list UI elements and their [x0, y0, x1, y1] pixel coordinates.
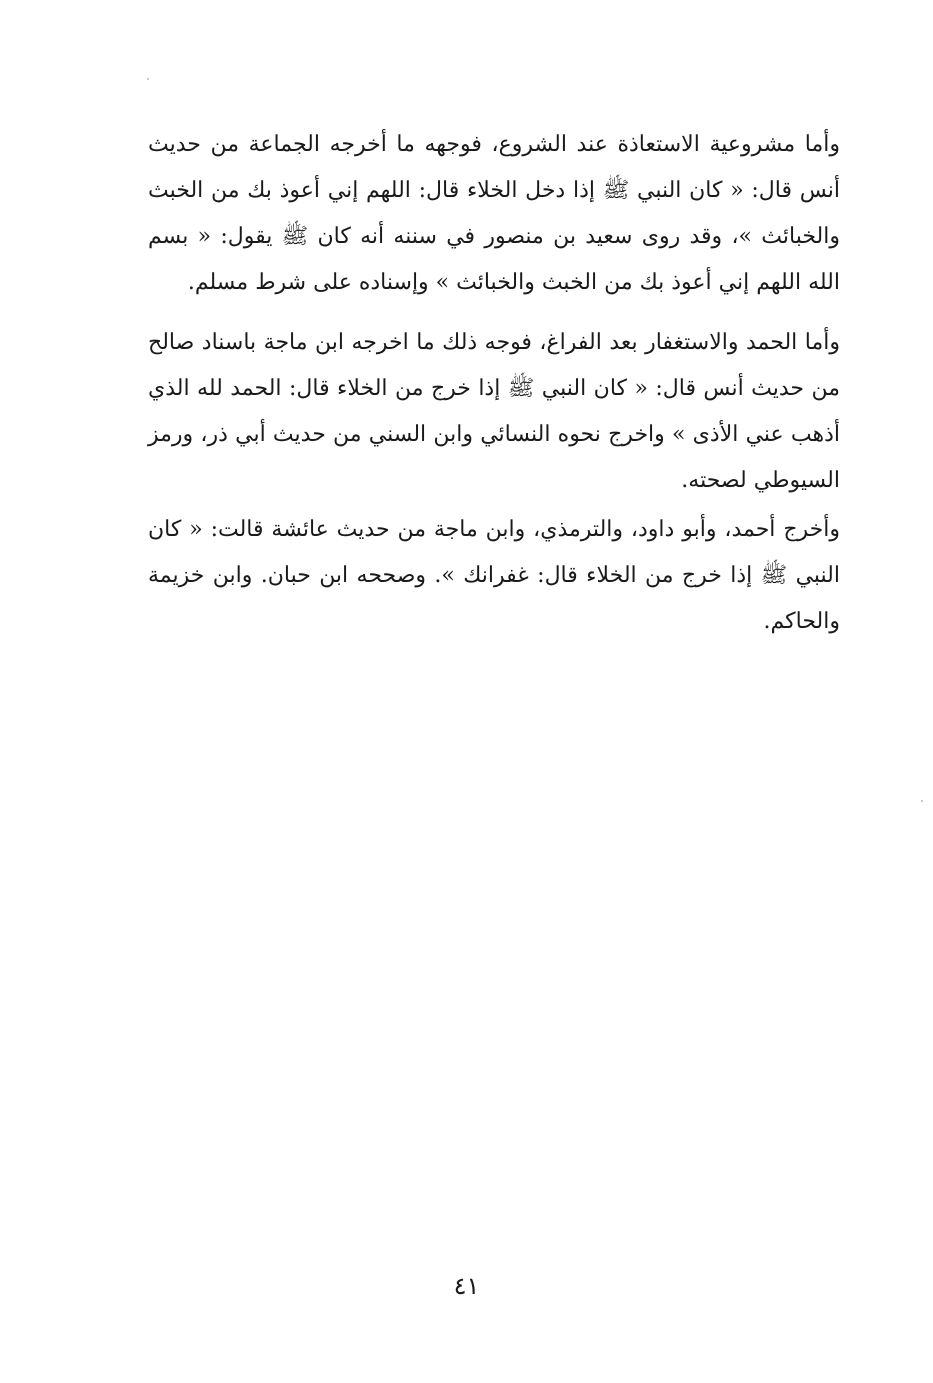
paragraph-hamd-istighfar: وأما الحمد والاستغفار بعد الفراغ، فوجه ذلك ما اخرجه ابن ماجة باسناد صالح من حديث أنس قال: « كان النبي ﷺ إذا خرج من الخلاء قال: الحمد لله الذي أذهب عني الأذى » واخرج نحوه النسائي وابن السني من حديث أبي ذر، ورمز السيوطي لصحته.: [148, 330, 840, 493]
scan-speck: [921, 800, 923, 802]
page-number: ٤١: [453, 1272, 480, 1300]
paragraph-istiadha: وأما مشروعية الاستعاذة عند الشروع، فوجهه ما أخرجه الجماعة من حديث أنس قال: « كان النبي ﷺ إذا دخل الخلاء قال: اللهم إني أعوذ بك من الخبث والخبائث »، وقد روى سعيد بن منصور في سننه أنه كان ﷺ يقول: « بسم الله اللهم إني أعوذ بك من الخبث والخبائث » وإسناده على شرط مسلم.: [148, 132, 840, 295]
scan-speck: [147, 78, 149, 80]
paragraph-ghufranak: وأخرج أحمد، وأبو داود، والترمذي، وابن ماجة من حديث عائشة قالت: « كان النبي ﷺ إذا خرج من الخلاء قال: غفرانك ». وصححه ابن حبان. وابن خزيمة والحاكم.: [148, 517, 840, 634]
